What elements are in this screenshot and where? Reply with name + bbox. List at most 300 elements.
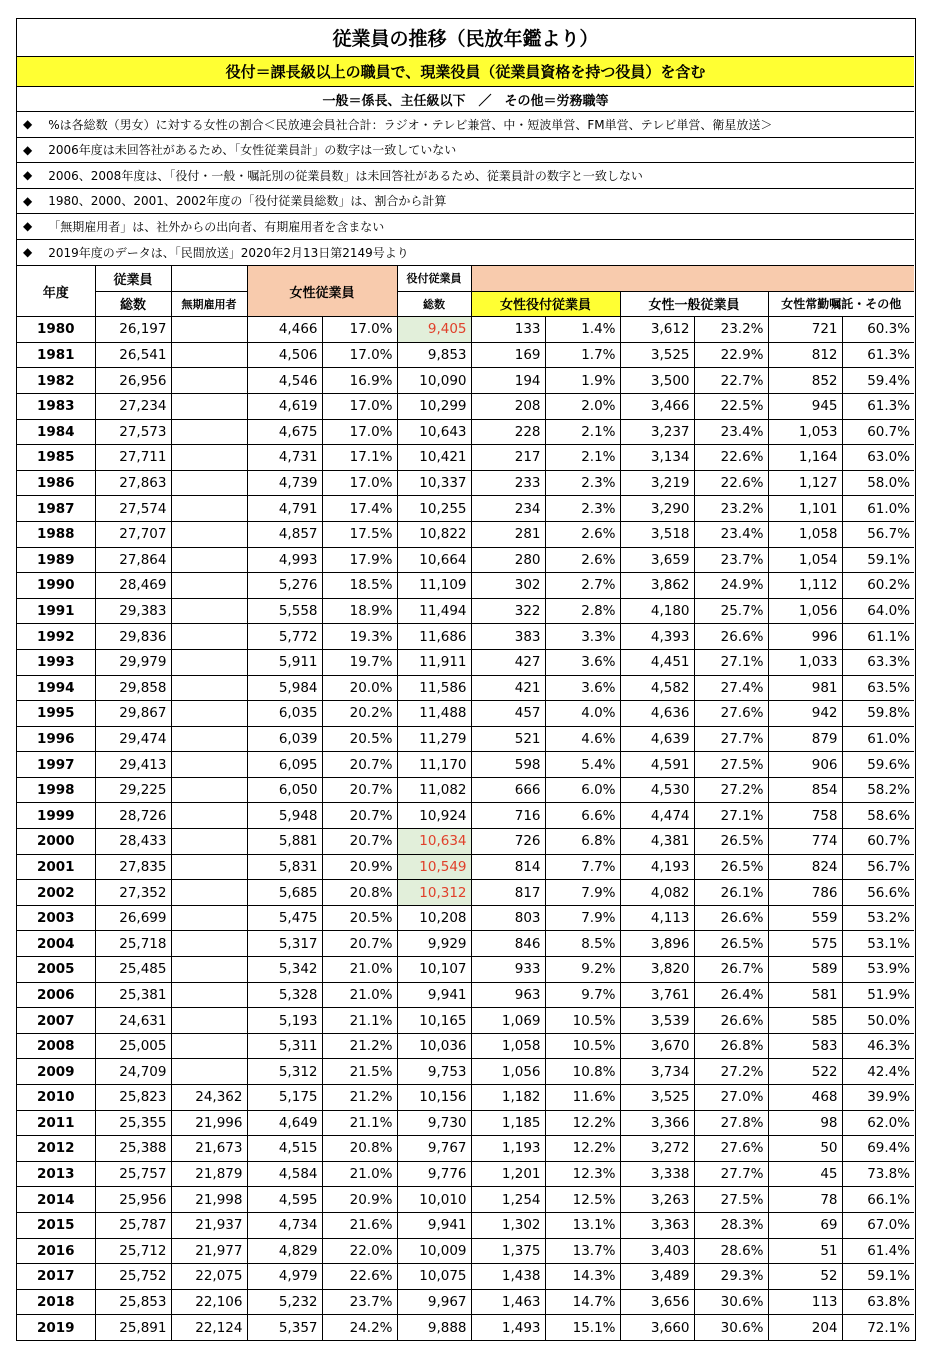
cell-female-managerial-pct: 10.5% bbox=[545, 1033, 620, 1059]
diamond-bullet-icon: ◆ bbox=[23, 168, 33, 183]
cell-female-general-pct: 27.2% bbox=[694, 1059, 768, 1085]
cell-female-managerial: 280 bbox=[471, 547, 545, 573]
cell-total: 27,863 bbox=[95, 470, 171, 496]
cell-female-other-pct: 64.0% bbox=[842, 598, 914, 624]
cell-female-pct: 21.0% bbox=[322, 957, 397, 983]
cell-female-pct: 23.7% bbox=[322, 1289, 397, 1315]
cell-female-other: 1,127 bbox=[768, 470, 842, 496]
cell-female-managerial-pct: 13.1% bbox=[545, 1212, 620, 1238]
cell-total: 27,234 bbox=[95, 393, 171, 419]
employment-trend-sheet bbox=[16, 18, 916, 1341]
cell-total: 28,726 bbox=[95, 803, 171, 829]
cell-year: 2007 bbox=[17, 1008, 95, 1034]
cell-female-managerial: 1,375 bbox=[471, 1238, 545, 1264]
cell-female-general: 3,820 bbox=[620, 957, 694, 983]
cell-female-general: 3,272 bbox=[620, 1136, 694, 1162]
cell-total: 25,891 bbox=[95, 1315, 171, 1341]
cell-female-general-pct: 26.6% bbox=[694, 905, 768, 931]
cell-female-other: 786 bbox=[768, 880, 842, 906]
table-row bbox=[17, 1059, 914, 1085]
cell-female-pct: 20.8% bbox=[322, 1136, 397, 1162]
cell-female-managerial-pct: 7.7% bbox=[545, 854, 620, 880]
cell-female-other-pct: 61.3% bbox=[842, 393, 914, 419]
cell-female-managerial: 963 bbox=[471, 982, 545, 1008]
cell-female: 5,685 bbox=[247, 880, 322, 906]
cell-managerial: 9,405 bbox=[397, 317, 471, 343]
cell-year: 1996 bbox=[17, 726, 95, 752]
col-header-indefinite: 無期雇用者 bbox=[171, 291, 247, 317]
header-row-1 bbox=[17, 266, 914, 292]
cell-year: 2017 bbox=[17, 1264, 95, 1290]
cell-female-general: 3,338 bbox=[620, 1161, 694, 1187]
cell-female-pct: 17.5% bbox=[322, 521, 397, 547]
table-row bbox=[17, 470, 914, 496]
cell-female-pct: 20.9% bbox=[322, 1187, 397, 1213]
cell-managerial: 9,888 bbox=[397, 1315, 471, 1341]
cell-female-other: 113 bbox=[768, 1289, 842, 1315]
cell-female: 5,276 bbox=[247, 573, 322, 599]
note-text: 1980、2000、2001、2002年度の「役付従業員総数」は、割合から計算 bbox=[48, 194, 447, 209]
cell-managerial: 9,767 bbox=[397, 1136, 471, 1162]
cell-managerial: 9,929 bbox=[397, 931, 471, 957]
cell-female: 5,193 bbox=[247, 1008, 322, 1034]
cell-female-general-pct: 27.1% bbox=[694, 649, 768, 675]
cell-indefinite bbox=[171, 573, 247, 599]
page-title: 従業員の推移（民放年鑑より） bbox=[17, 19, 914, 57]
cell-female-managerial: 1,185 bbox=[471, 1110, 545, 1136]
note-item bbox=[17, 214, 914, 240]
cell-female: 4,515 bbox=[247, 1136, 322, 1162]
cell-indefinite: 24,362 bbox=[171, 1085, 247, 1111]
cell-female-other: 522 bbox=[768, 1059, 842, 1085]
cell-managerial: 9,730 bbox=[397, 1110, 471, 1136]
cell-managerial: 9,853 bbox=[397, 342, 471, 368]
cell-year: 1999 bbox=[17, 803, 95, 829]
cell-female-pct: 20.7% bbox=[322, 777, 397, 803]
diamond-bullet-icon: ◆ bbox=[23, 193, 33, 208]
cell-female-pct: 17.0% bbox=[322, 470, 397, 496]
cell-female-managerial-pct: 2.7% bbox=[545, 573, 620, 599]
cell-total: 26,541 bbox=[95, 342, 171, 368]
table-row bbox=[17, 521, 914, 547]
cell-managerial: 10,075 bbox=[397, 1264, 471, 1290]
cell-indefinite bbox=[171, 905, 247, 931]
cell-female-managerial: 228 bbox=[471, 419, 545, 445]
cell-female-managerial: 933 bbox=[471, 957, 545, 983]
cell-managerial: 9,941 bbox=[397, 1212, 471, 1238]
cell-managerial: 9,753 bbox=[397, 1059, 471, 1085]
cell-female: 4,857 bbox=[247, 521, 322, 547]
table-row bbox=[17, 1238, 914, 1264]
col-header-female-managerial: 女性役付従業員 bbox=[471, 291, 620, 317]
cell-female-pct: 19.3% bbox=[322, 624, 397, 650]
cell-female-general: 3,862 bbox=[620, 573, 694, 599]
cell-female-managerial-pct: 13.7% bbox=[545, 1238, 620, 1264]
cell-female-general: 4,113 bbox=[620, 905, 694, 931]
cell-female-managerial-pct: 8.5% bbox=[545, 931, 620, 957]
cell-female-general-pct: 26.6% bbox=[694, 624, 768, 650]
cell-total: 24,631 bbox=[95, 1008, 171, 1034]
cell-female-pct: 20.7% bbox=[322, 829, 397, 855]
cell-managerial: 10,643 bbox=[397, 419, 471, 445]
cell-female-general: 4,082 bbox=[620, 880, 694, 906]
cell-female: 4,993 bbox=[247, 547, 322, 573]
cell-female-managerial-pct: 12.2% bbox=[545, 1110, 620, 1136]
cell-total: 27,864 bbox=[95, 547, 171, 573]
cell-female-managerial-pct: 1.4% bbox=[545, 317, 620, 343]
col-header-indefinite-top bbox=[171, 266, 247, 292]
cell-female-other-pct: 53.1% bbox=[842, 931, 914, 957]
cell-female-other-pct: 58.6% bbox=[842, 803, 914, 829]
cell-female-general: 3,659 bbox=[620, 547, 694, 573]
cell-female-general: 4,451 bbox=[620, 649, 694, 675]
cell-female-pct: 21.5% bbox=[322, 1059, 397, 1085]
cell-female-other-pct: 53.2% bbox=[842, 905, 914, 931]
cell-total: 25,005 bbox=[95, 1033, 171, 1059]
cell-female-general-pct: 28.3% bbox=[694, 1212, 768, 1238]
cell-indefinite: 21,673 bbox=[171, 1136, 247, 1162]
cell-indefinite bbox=[171, 1033, 247, 1059]
cell-managerial: 11,586 bbox=[397, 675, 471, 701]
cell-year: 2018 bbox=[17, 1289, 95, 1315]
col-header-total-line1: 従業員 bbox=[95, 266, 171, 292]
cell-female-other: 1,056 bbox=[768, 598, 842, 624]
cell-female-managerial: 457 bbox=[471, 701, 545, 727]
cell-year: 2000 bbox=[17, 829, 95, 855]
cell-female-managerial-pct: 3.3% bbox=[545, 624, 620, 650]
cell-indefinite bbox=[171, 726, 247, 752]
cell-year: 1998 bbox=[17, 777, 95, 803]
cell-managerial: 10,090 bbox=[397, 368, 471, 394]
cell-female-general-pct: 27.5% bbox=[694, 1187, 768, 1213]
cell-female-managerial: 1,438 bbox=[471, 1264, 545, 1290]
cell-total: 26,197 bbox=[95, 317, 171, 343]
cell-female-general-pct: 22.6% bbox=[694, 445, 768, 471]
cell-female-pct: 17.0% bbox=[322, 419, 397, 445]
cell-year: 1987 bbox=[17, 496, 95, 522]
cell-female: 4,791 bbox=[247, 496, 322, 522]
table-row bbox=[17, 1212, 914, 1238]
cell-managerial: 10,822 bbox=[397, 521, 471, 547]
cell-female-general: 4,193 bbox=[620, 854, 694, 880]
cell-female-managerial: 217 bbox=[471, 445, 545, 471]
diamond-bullet-icon: ◆ bbox=[23, 142, 33, 157]
cell-female-pct: 18.9% bbox=[322, 598, 397, 624]
category-legend: 一般＝係長、主任級以下 ／ その他＝労務職等 bbox=[17, 87, 914, 112]
cell-female-general-pct: 25.7% bbox=[694, 598, 768, 624]
cell-female-general-pct: 27.6% bbox=[694, 701, 768, 727]
table-row bbox=[17, 393, 914, 419]
cell-indefinite bbox=[171, 957, 247, 983]
cell-indefinite bbox=[171, 777, 247, 803]
cell-female-other-pct: 46.3% bbox=[842, 1033, 914, 1059]
cell-female-managerial: 726 bbox=[471, 829, 545, 855]
cell-year: 2005 bbox=[17, 957, 95, 983]
cell-female-managerial: 1,254 bbox=[471, 1187, 545, 1213]
cell-total: 26,699 bbox=[95, 905, 171, 931]
cell-total: 25,712 bbox=[95, 1238, 171, 1264]
cell-female-general: 3,518 bbox=[620, 521, 694, 547]
cell-female-other-pct: 59.1% bbox=[842, 547, 914, 573]
cell-managerial: 10,107 bbox=[397, 957, 471, 983]
cell-female-other-pct: 69.4% bbox=[842, 1136, 914, 1162]
note-item bbox=[17, 163, 914, 189]
cell-female-other-pct: 63.5% bbox=[842, 675, 914, 701]
cell-total: 29,225 bbox=[95, 777, 171, 803]
cell-female-managerial-pct: 1.7% bbox=[545, 342, 620, 368]
cell-female-managerial-pct: 15.1% bbox=[545, 1315, 620, 1341]
cell-female-managerial: 1,069 bbox=[471, 1008, 545, 1034]
cell-female: 5,558 bbox=[247, 598, 322, 624]
cell-managerial: 10,010 bbox=[397, 1187, 471, 1213]
cell-indefinite bbox=[171, 521, 247, 547]
note-text: %は各総数（男女）に対する女性の割合＜民放連会員社合計：ラジオ・テレビ兼営、中・短波単営、FM単営、テレビ単営、衛星放送＞ bbox=[48, 117, 773, 132]
cell-female: 4,546 bbox=[247, 368, 322, 394]
cell-managerial: 10,299 bbox=[397, 393, 471, 419]
cell-total: 25,388 bbox=[95, 1136, 171, 1162]
cell-indefinite bbox=[171, 317, 247, 343]
cell-total: 29,836 bbox=[95, 624, 171, 650]
cell-female: 4,675 bbox=[247, 419, 322, 445]
cell-female: 4,979 bbox=[247, 1264, 322, 1290]
cell-female: 6,039 bbox=[247, 726, 322, 752]
cell-indefinite bbox=[171, 1059, 247, 1085]
cell-female-managerial: 383 bbox=[471, 624, 545, 650]
table-row bbox=[17, 1033, 914, 1059]
cell-female-other: 1,112 bbox=[768, 573, 842, 599]
cell-female: 5,175 bbox=[247, 1085, 322, 1111]
cell-female-other: 852 bbox=[768, 368, 842, 394]
diamond-bullet-icon: ◆ bbox=[23, 219, 33, 234]
cell-female-managerial: 598 bbox=[471, 752, 545, 778]
cell-female: 5,881 bbox=[247, 829, 322, 855]
cell-female-general-pct: 22.7% bbox=[694, 368, 768, 394]
cell-female-other: 945 bbox=[768, 393, 842, 419]
cell-female-managerial-pct: 7.9% bbox=[545, 905, 620, 931]
cell-female-other-pct: 72.1% bbox=[842, 1315, 914, 1341]
cell-female-managerial-pct: 14.3% bbox=[545, 1264, 620, 1290]
table-row bbox=[17, 342, 914, 368]
cell-female-other: 589 bbox=[768, 957, 842, 983]
cell-year: 2010 bbox=[17, 1085, 95, 1111]
cell-female-managerial: 208 bbox=[471, 393, 545, 419]
cell-indefinite bbox=[171, 880, 247, 906]
cell-year: 2004 bbox=[17, 931, 95, 957]
cell-female-general-pct: 27.4% bbox=[694, 675, 768, 701]
cell-female-managerial: 427 bbox=[471, 649, 545, 675]
cell-year: 1988 bbox=[17, 521, 95, 547]
cell-female-general-pct: 26.5% bbox=[694, 829, 768, 855]
cell-indefinite bbox=[171, 803, 247, 829]
cell-indefinite: 22,075 bbox=[171, 1264, 247, 1290]
cell-female-other: 1,101 bbox=[768, 496, 842, 522]
cell-female-pct: 21.6% bbox=[322, 1212, 397, 1238]
table-row bbox=[17, 649, 914, 675]
cell-female-general-pct: 23.4% bbox=[694, 419, 768, 445]
cell-female-other-pct: 63.0% bbox=[842, 445, 914, 471]
table-row bbox=[17, 1289, 914, 1315]
cell-female-other-pct: 58.0% bbox=[842, 470, 914, 496]
cell-managerial: 11,488 bbox=[397, 701, 471, 727]
cell-female-other: 774 bbox=[768, 829, 842, 855]
cell-female-managerial-pct: 12.3% bbox=[545, 1161, 620, 1187]
cell-total: 27,711 bbox=[95, 445, 171, 471]
cell-female-other-pct: 67.0% bbox=[842, 1212, 914, 1238]
cell-female-other: 854 bbox=[768, 777, 842, 803]
cell-female-general-pct: 27.7% bbox=[694, 1161, 768, 1187]
cell-female-other: 906 bbox=[768, 752, 842, 778]
cell-female-other-pct: 59.4% bbox=[842, 368, 914, 394]
cell-female-general-pct: 23.2% bbox=[694, 317, 768, 343]
cell-female-other-pct: 61.0% bbox=[842, 496, 914, 522]
col-header-managerial-line2: 総数 bbox=[397, 291, 471, 317]
cell-total: 27,573 bbox=[95, 419, 171, 445]
cell-female-other-pct: 62.0% bbox=[842, 1110, 914, 1136]
cell-female-general: 3,363 bbox=[620, 1212, 694, 1238]
cell-indefinite: 21,977 bbox=[171, 1238, 247, 1264]
cell-female-pct: 17.0% bbox=[322, 393, 397, 419]
cell-female-other: 51 bbox=[768, 1238, 842, 1264]
cell-female: 6,095 bbox=[247, 752, 322, 778]
cell-female: 5,948 bbox=[247, 803, 322, 829]
cell-female-other-pct: 59.8% bbox=[842, 701, 914, 727]
cell-managerial: 10,664 bbox=[397, 547, 471, 573]
col-header-female-general: 女性一般従業員 bbox=[620, 291, 768, 317]
table-row bbox=[17, 496, 914, 522]
cell-female-managerial: 803 bbox=[471, 905, 545, 931]
cell-female-managerial: 716 bbox=[471, 803, 545, 829]
cell-female-other: 981 bbox=[768, 675, 842, 701]
cell-female-pct: 20.5% bbox=[322, 905, 397, 931]
cell-total: 25,752 bbox=[95, 1264, 171, 1290]
table-row bbox=[17, 752, 914, 778]
cell-female-general-pct: 27.6% bbox=[694, 1136, 768, 1162]
cell-managerial: 10,421 bbox=[397, 445, 471, 471]
table-row bbox=[17, 982, 914, 1008]
employee-data-table bbox=[17, 265, 914, 1340]
cell-year: 1995 bbox=[17, 701, 95, 727]
cell-year: 1990 bbox=[17, 573, 95, 599]
col-header-female: 女性従業員 bbox=[247, 266, 397, 317]
cell-managerial: 11,494 bbox=[397, 598, 471, 624]
cell-female-general-pct: 29.3% bbox=[694, 1264, 768, 1290]
cell-female-other-pct: 56.7% bbox=[842, 521, 914, 547]
cell-indefinite bbox=[171, 854, 247, 880]
cell-female-other: 204 bbox=[768, 1315, 842, 1341]
cell-female-other: 581 bbox=[768, 982, 842, 1008]
cell-female-general: 3,489 bbox=[620, 1264, 694, 1290]
cell-female-general-pct: 27.5% bbox=[694, 752, 768, 778]
cell-female-general: 3,466 bbox=[620, 393, 694, 419]
cell-female-other: 468 bbox=[768, 1085, 842, 1111]
note-item bbox=[17, 112, 914, 138]
cell-year: 1993 bbox=[17, 649, 95, 675]
cell-year: 2003 bbox=[17, 905, 95, 931]
cell-female-general-pct: 26.4% bbox=[694, 982, 768, 1008]
table-row bbox=[17, 598, 914, 624]
cell-female-managerial-pct: 5.4% bbox=[545, 752, 620, 778]
cell-female-other-pct: 73.8% bbox=[842, 1161, 914, 1187]
definition-banner: 役付＝課長級以上の職員で、現業役員（従業員資格を持つ役員）を含む bbox=[17, 57, 914, 87]
cell-managerial: 10,634 bbox=[397, 829, 471, 855]
cell-female-other: 942 bbox=[768, 701, 842, 727]
cell-female-general-pct: 27.8% bbox=[694, 1110, 768, 1136]
cell-total: 26,956 bbox=[95, 368, 171, 394]
cell-female-other-pct: 60.7% bbox=[842, 419, 914, 445]
cell-female: 4,734 bbox=[247, 1212, 322, 1238]
cell-female-general: 3,219 bbox=[620, 470, 694, 496]
diamond-bullet-icon: ◆ bbox=[23, 117, 33, 132]
cell-indefinite: 21,996 bbox=[171, 1110, 247, 1136]
cell-female-managerial: 1,058 bbox=[471, 1033, 545, 1059]
cell-female-other-pct: 53.9% bbox=[842, 957, 914, 983]
cell-year: 2015 bbox=[17, 1212, 95, 1238]
cell-female-pct: 21.1% bbox=[322, 1008, 397, 1034]
cell-managerial: 11,279 bbox=[397, 726, 471, 752]
cell-female: 6,035 bbox=[247, 701, 322, 727]
cell-female-general: 3,734 bbox=[620, 1059, 694, 1085]
cell-year: 2014 bbox=[17, 1187, 95, 1213]
cell-female-managerial: 1,201 bbox=[471, 1161, 545, 1187]
cell-female-managerial: 666 bbox=[471, 777, 545, 803]
col-header-managerial-line1: 役付従業員 bbox=[397, 266, 471, 292]
cell-female-general: 3,539 bbox=[620, 1008, 694, 1034]
cell-female-managerial-pct: 4.0% bbox=[545, 701, 620, 727]
cell-female-general-pct: 26.8% bbox=[694, 1033, 768, 1059]
table-row bbox=[17, 624, 914, 650]
cell-female-general: 3,896 bbox=[620, 931, 694, 957]
cell-female-managerial-pct: 1.9% bbox=[545, 368, 620, 394]
cell-indefinite bbox=[171, 675, 247, 701]
cell-female-managerial-pct: 12.2% bbox=[545, 1136, 620, 1162]
cell-female-pct: 21.0% bbox=[322, 982, 397, 1008]
cell-female-general: 4,381 bbox=[620, 829, 694, 855]
cell-total: 25,757 bbox=[95, 1161, 171, 1187]
cell-female-general: 3,670 bbox=[620, 1033, 694, 1059]
cell-female-other-pct: 66.1% bbox=[842, 1187, 914, 1213]
header-row-2 bbox=[17, 291, 914, 317]
table-row bbox=[17, 726, 914, 752]
cell-total: 27,574 bbox=[95, 496, 171, 522]
cell-total: 25,718 bbox=[95, 931, 171, 957]
note-item bbox=[17, 138, 914, 164]
cell-female-managerial-pct: 2.0% bbox=[545, 393, 620, 419]
table-row bbox=[17, 573, 914, 599]
cell-female-pct: 21.1% bbox=[322, 1110, 397, 1136]
cell-female-pct: 20.8% bbox=[322, 880, 397, 906]
cell-indefinite: 21,998 bbox=[171, 1187, 247, 1213]
cell-female-general: 3,761 bbox=[620, 982, 694, 1008]
cell-female-general-pct: 26.5% bbox=[694, 854, 768, 880]
cell-female-pct: 20.2% bbox=[322, 701, 397, 727]
cell-female-pct: 16.9% bbox=[322, 368, 397, 394]
cell-female-managerial-pct: 4.6% bbox=[545, 726, 620, 752]
cell-indefinite bbox=[171, 1008, 247, 1034]
cell-female-other-pct: 61.0% bbox=[842, 726, 914, 752]
cell-indefinite bbox=[171, 829, 247, 855]
cell-female-other-pct: 39.9% bbox=[842, 1085, 914, 1111]
cell-female-general-pct: 28.6% bbox=[694, 1238, 768, 1264]
cell-female-pct: 17.9% bbox=[322, 547, 397, 573]
cell-female-managerial-pct: 7.9% bbox=[545, 880, 620, 906]
cell-total: 24,709 bbox=[95, 1059, 171, 1085]
cell-female-general-pct: 23.4% bbox=[694, 521, 768, 547]
table-row bbox=[17, 445, 914, 471]
cell-managerial: 11,911 bbox=[397, 649, 471, 675]
table-row bbox=[17, 547, 914, 573]
cell-female-general: 4,393 bbox=[620, 624, 694, 650]
cell-female-other-pct: 42.4% bbox=[842, 1059, 914, 1085]
